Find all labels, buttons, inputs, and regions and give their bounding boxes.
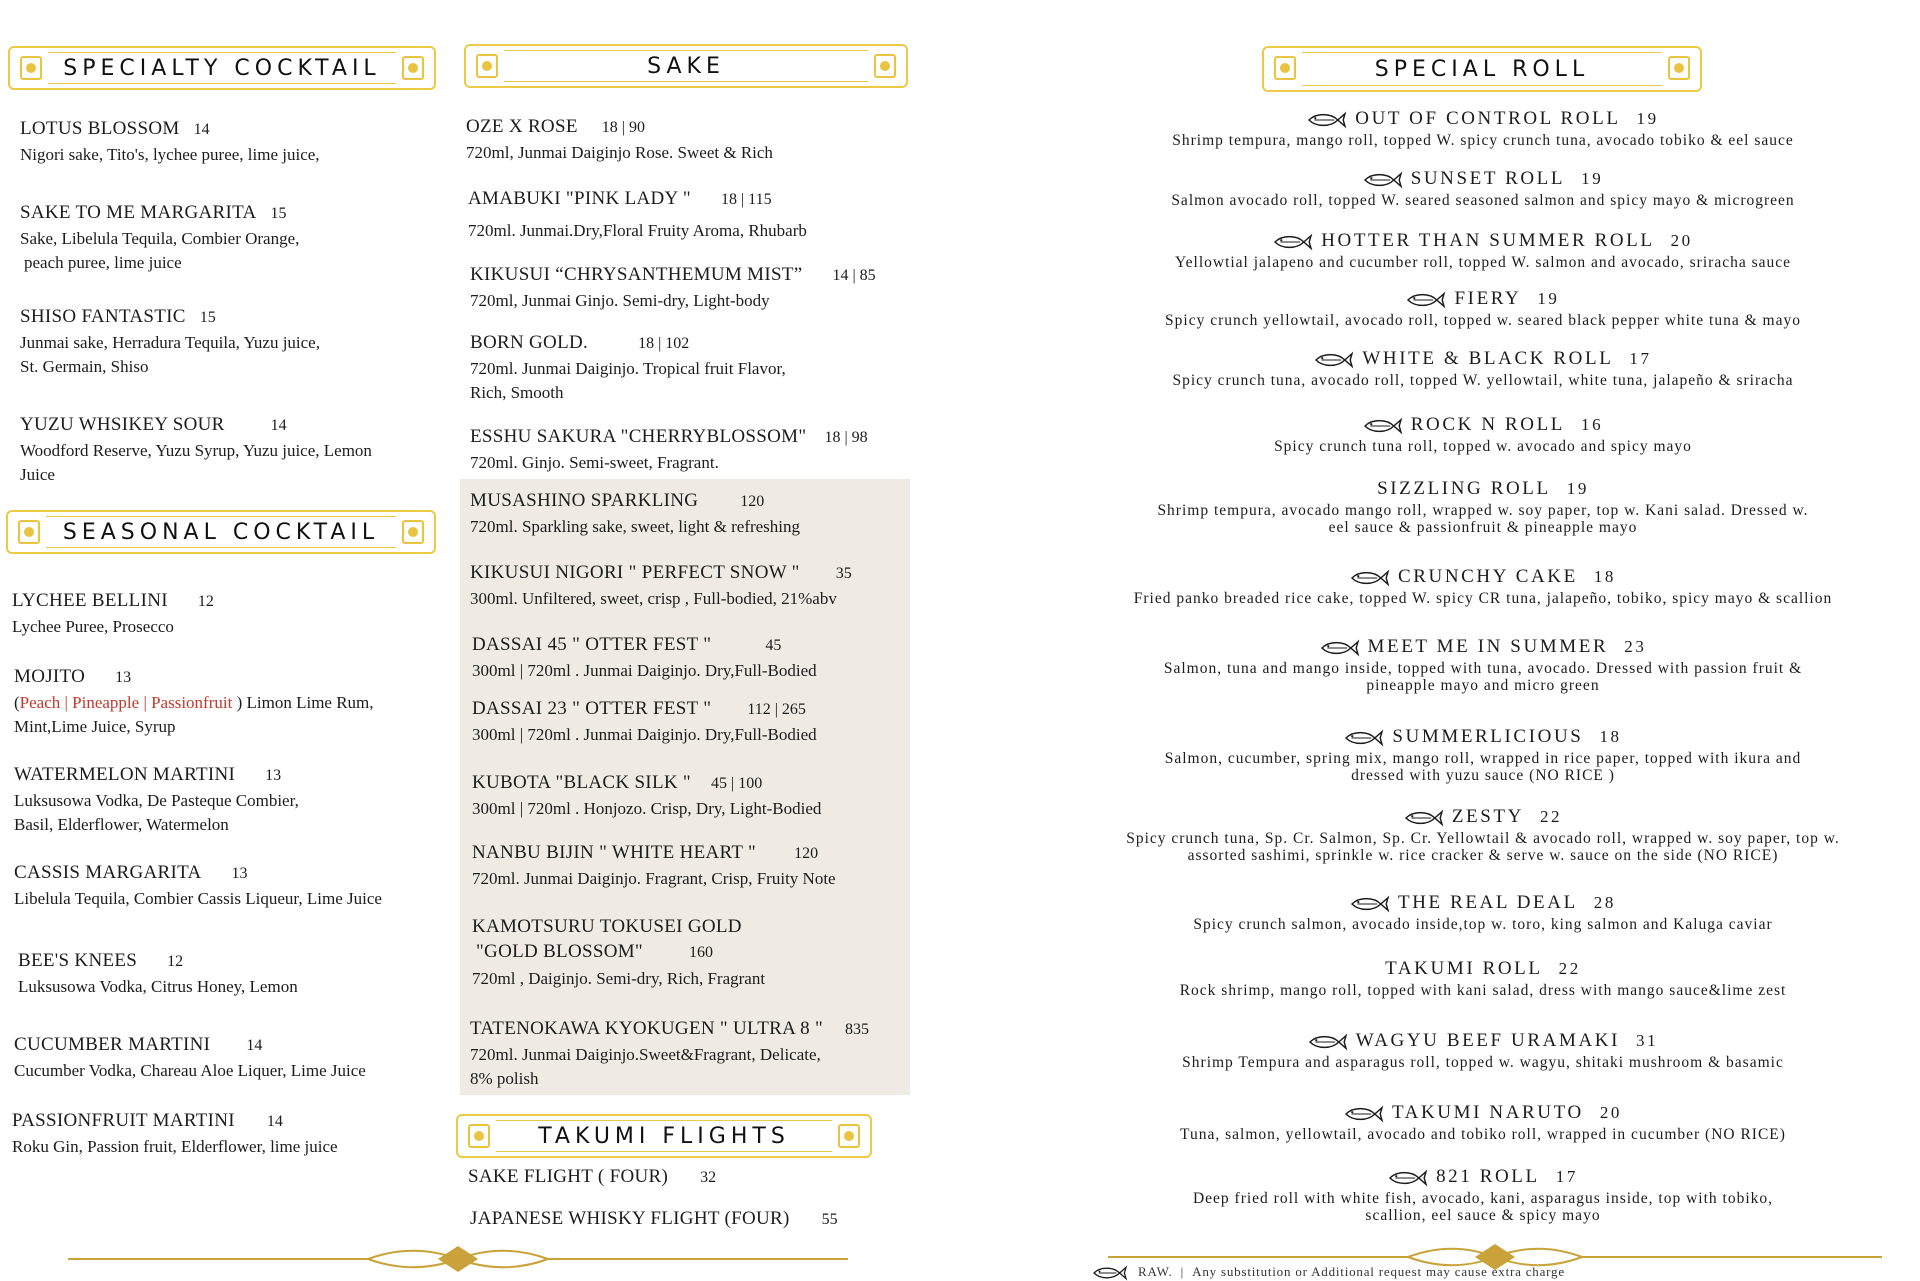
- roll-name-line: [1066, 478, 1900, 500]
- mojito-flavors: Peach | Pineapple | Passionfruit: [19, 692, 233, 712]
- sake-item: [468, 186, 807, 243]
- item-price: 32: [700, 1169, 717, 1186]
- fish-icon: [1350, 895, 1390, 913]
- roll-name-line: [1066, 288, 1900, 310]
- item-name: SAKE FLIGHT ( FOUR): [468, 1166, 669, 1187]
- item-desc: 720ml. Junmai Daiginjo. Tropical fruit Flavor,: [470, 358, 786, 378]
- roll-item: [1066, 414, 1900, 455]
- item-desc: 300ml | 720ml . Honjozo. Crisp, Dry, Light-Bodied: [472, 798, 822, 818]
- item-price: 13: [265, 767, 282, 784]
- item-desc: peach puree, lime juice: [24, 253, 182, 272]
- roll-price: 28: [1593, 893, 1616, 912]
- item-desc: [14, 691, 374, 716]
- menu-item: [20, 200, 299, 276]
- roll-desc: dressed with yuzu sauce (NO RICE ): [1351, 767, 1615, 784]
- roll-desc: Shrimp Tempura and asparagus roll, topped w. wagyu, shitaki mushroom & basamic: [1182, 1054, 1784, 1071]
- item-name: DASSAI 23 " OTTER FEST ": [472, 698, 712, 719]
- fish-icon: [1090, 1265, 1130, 1281]
- takumi-flights-header: [456, 1114, 872, 1158]
- item-price: 160: [688, 943, 713, 961]
- seasonal-cocktail-header: [6, 510, 436, 554]
- roll-item: [1066, 168, 1900, 209]
- roll-item: [1066, 478, 1900, 536]
- item-desc: Woodford Reserve, Yuzu Syrup, Yuzu juice, Lemon: [20, 440, 372, 460]
- item-price: 14: [246, 1037, 263, 1054]
- roll-name-line: [1066, 806, 1900, 828]
- fish-icon: [1363, 417, 1403, 435]
- roll-item: [1066, 806, 1900, 864]
- ornament-icon: [1274, 56, 1296, 80]
- roll-name-line: [1066, 726, 1900, 748]
- roll-name: TAKUMI ROLL: [1385, 958, 1543, 979]
- menu-item: [12, 1108, 338, 1159]
- roll-desc: Yellowtial jalapeno and cucumber roll, topped W. salmon and avocado, sriracha sauce: [1174, 254, 1792, 271]
- item-name: KIKUSUI NIGORI " PERFECT SNOW ": [470, 562, 800, 583]
- roll-name: SIZZLING ROLL: [1377, 478, 1551, 499]
- sake-item: [472, 770, 821, 821]
- roll-name: HOTTER THAN SUMMER ROLL: [1321, 230, 1655, 251]
- roll-desc: pineapple mayo and micro green: [1366, 677, 1600, 694]
- item-price: 18 | 102: [638, 335, 690, 352]
- roll-name: THE REAL DEAL: [1398, 892, 1578, 913]
- roll-item: [1066, 288, 1900, 329]
- fish-icon: [1314, 351, 1354, 369]
- item-price: 14: [270, 417, 287, 434]
- menu-item: [20, 412, 372, 488]
- item-price: 120: [794, 845, 819, 862]
- ornament-icon: [468, 1124, 490, 1148]
- item-price: 14: [266, 1113, 283, 1130]
- item-price: 120: [740, 493, 765, 510]
- flight-item: [470, 1206, 838, 1233]
- item-desc: 720ml, Junmai Ginjo. Semi-dry, Light-body: [470, 290, 770, 310]
- item-desc: St. Germain, Shiso: [20, 357, 149, 376]
- item-name: "GOLD BLOSSOM": [476, 940, 643, 962]
- item-price: 13: [231, 865, 248, 882]
- item-price: 14: [193, 121, 210, 138]
- menu-item: [12, 588, 214, 639]
- roll-name: SUMMERLICIOUS: [1392, 726, 1584, 747]
- item-desc: 720ml. Ginjo. Semi-sweet, Fragrant.: [470, 452, 719, 472]
- item-desc: 720ml. Sparkling sake, sweet, light & refreshing: [470, 516, 801, 536]
- roll-name: TAKUMI NARUTO: [1391, 1102, 1584, 1123]
- roll-price: 22: [1539, 807, 1563, 826]
- roll-price: 20: [1670, 231, 1693, 250]
- specialty-cocktail-header: [8, 46, 436, 90]
- roll-name-line: [1066, 958, 1900, 980]
- roll-item: [1066, 566, 1900, 607]
- item-name-line2: [472, 940, 765, 966]
- roll-item: [1066, 892, 1900, 933]
- item-price: 12: [167, 953, 184, 970]
- sake-item: [470, 330, 786, 406]
- roll-desc: Salmon, cucumber, spring mix, mango roll, wrapped in rice paper, topped with ikura and: [1164, 750, 1802, 767]
- item-desc: Rich, Smooth: [470, 383, 564, 402]
- section-title: SEASONAL COCKTAIL: [62, 519, 380, 545]
- item-desc: Junmai sake, Herradura Tequila, Yuzu juice,: [20, 332, 320, 352]
- fish-icon: [1320, 639, 1360, 657]
- separator: |: [1180, 1264, 1185, 1279]
- item-name: SAKE TO ME MARGARITA: [20, 202, 257, 223]
- ornament-icon: [18, 520, 40, 544]
- item-price: 45: [765, 637, 782, 654]
- roll-price: 18: [1593, 567, 1617, 586]
- ornament-icon: [1668, 56, 1690, 80]
- roll-desc: Deep fried roll with white fish, avocado, kani, asparagus inside, top with tobiko,: [1192, 1190, 1774, 1207]
- fish-icon: [1308, 1033, 1348, 1051]
- item-desc: Sake, Libelula Tequila, Combier Orange,: [20, 228, 300, 248]
- roll-price: 19: [1636, 109, 1659, 128]
- item-price: 13: [115, 669, 132, 686]
- item-desc: Mint,Lime Juice, Syrup: [14, 717, 176, 736]
- roll-desc: scallion, eel sauce & spicy mayo: [1365, 1207, 1601, 1224]
- item-name: BEE'S KNEES: [18, 950, 138, 971]
- section-title: SPECIALTY COCKTAIL: [63, 55, 381, 81]
- roll-item: [1066, 726, 1900, 784]
- item-price: 18 | 90: [601, 119, 645, 136]
- sake-header: [464, 44, 908, 88]
- item-name: BORN GOLD.: [470, 332, 589, 353]
- roll-item: [1066, 108, 1900, 149]
- roll-desc: Salmon avocado roll, topped W. seared seasoned salmon and spicy mayo & microgreen: [1171, 192, 1795, 209]
- fish-icon: [1307, 111, 1347, 129]
- ornament-icon: [874, 54, 896, 78]
- fish-icon: [1363, 171, 1403, 189]
- item-desc: Lychee Puree, Prosecco: [12, 616, 174, 636]
- ornament-icon: [476, 54, 498, 78]
- roll-item: [1066, 636, 1900, 694]
- ornament-icon: [402, 56, 424, 80]
- roll-desc: Shrimp tempura, mango roll, topped W. spicy crunch tuna, avocado tobiko & eel sauce: [1172, 132, 1794, 149]
- roll-price: 19: [1581, 169, 1604, 188]
- item-name: KAMOTSURU TOKUSEI GOLD: [472, 916, 742, 937]
- item-price: 12: [197, 593, 214, 610]
- item-desc: Basil, Elderflower, Watermelon: [14, 815, 229, 834]
- item-name: CASSIS MARGARITA: [14, 862, 202, 883]
- menu-item: [14, 664, 374, 740]
- sake-item: [472, 696, 817, 747]
- roll-item: [1066, 230, 1900, 271]
- fish-icon: [1344, 1105, 1384, 1123]
- roll-desc: assorted sashimi, sprinkle w. rice cracker & serve w. sauce on the side (NO RICE): [1187, 847, 1779, 864]
- roll-name-line: [1066, 348, 1900, 370]
- roll-item: [1066, 1030, 1900, 1071]
- item-name: LYCHEE BELLINI: [12, 590, 168, 611]
- roll-name-line: [1066, 230, 1900, 252]
- ornament-icon: [20, 56, 42, 80]
- flight-item: [468, 1164, 716, 1191]
- roll-desc: Spicy crunch tuna roll, topped w. avocado and spicy mayo: [1274, 438, 1692, 455]
- item-name: SHISO FANTASTIC: [20, 306, 186, 327]
- item-price: 835: [845, 1021, 870, 1038]
- fish-icon: [1406, 291, 1446, 309]
- item-name: KUBOTA "BLACK SILK ": [472, 772, 691, 793]
- item-price: 18 | 98: [824, 429, 868, 446]
- item-name: OZE X ROSE: [466, 116, 578, 137]
- roll-desc: Salmon, tuna and mango inside, topped with tuna, avocado. Dressed with passion fruit &: [1163, 660, 1803, 677]
- roll-desc: Spicy crunch yellowtail, avocado roll, topped w. seared black pepper white tuna & mayo: [1165, 312, 1801, 329]
- roll-name-line: [1066, 168, 1900, 190]
- item-desc: 720ml. Junmai.Dry,Floral Fruity Aroma, Rhubarb: [468, 220, 807, 240]
- item-desc: 720ml , Daiginjo. Semi-dry, Rich, Fragrant: [472, 969, 766, 988]
- item-desc: Roku Gin, Passion fruit, Elderflower, lime juice: [12, 1136, 338, 1156]
- item-desc: Nigori sake, Tito's, lychee puree, lime juice,: [20, 144, 320, 164]
- item-name: JAPANESE WHISKY FLIGHT (FOUR): [470, 1208, 790, 1229]
- item-name: AMABUKI "PINK LADY ": [468, 188, 691, 209]
- section-title: SAKE: [647, 53, 725, 79]
- gold-divider-ornament: [68, 1244, 848, 1274]
- roll-price: 18: [1599, 727, 1622, 746]
- roll-price: 19: [1537, 289, 1560, 308]
- sake-item: [472, 914, 765, 992]
- menu-item: [20, 304, 320, 380]
- item-desc: 300ml. Unfiltered, sweet, crisp , Full-bodied, 21%abv: [470, 588, 837, 608]
- item-price: 15: [270, 205, 287, 222]
- roll-item: [1066, 1102, 1900, 1143]
- roll-price: 17: [1629, 349, 1652, 368]
- sake-item: [470, 1016, 869, 1092]
- item-name: MUSASHINO SPARKLING: [470, 490, 699, 511]
- roll-desc: Spicy crunch tuna, avocado roll, topped W. yellowtail, white tuna, jalapeño & sriracha: [1172, 372, 1794, 389]
- item-desc: 300ml | 720ml . Junmai Daiginjo. Dry,Full-Bodied: [472, 660, 817, 680]
- roll-item: [1066, 348, 1900, 389]
- roll-name-line: [1066, 892, 1900, 914]
- roll-name: WAGYU BEEF URAMAKI: [1355, 1030, 1621, 1051]
- roll-item: [1066, 1166, 1900, 1224]
- item-price: 55: [821, 1211, 838, 1228]
- roll-name: OUT OF CONTROL ROLL: [1355, 108, 1621, 129]
- item-name: MOJITO: [14, 666, 86, 687]
- roll-name: WHITE & BLACK ROLL: [1362, 348, 1614, 369]
- item-name: CUCUMBER MARTINI: [14, 1034, 211, 1055]
- item-desc: Cucumber Vodka, Chareau Aloe Liquer, Lime Juice: [14, 1060, 366, 1080]
- fish-icon: [1388, 1169, 1428, 1187]
- roll-price: 20: [1599, 1103, 1623, 1122]
- item-desc: 720ml. Junmai Daiginjo.Sweet&Fragrant, Delicate,: [470, 1044, 821, 1064]
- roll-price: 19: [1566, 479, 1589, 498]
- mojito-rum: ) Limon Lime Rum,: [236, 692, 374, 712]
- roll-desc: Spicy crunch salmon, avocado inside,top w. toro, king salmon and Kaluga caviar: [1193, 916, 1773, 933]
- roll-price: 17: [1555, 1167, 1578, 1186]
- item-price: 45 | 100: [710, 775, 763, 792]
- item-price: 35: [835, 565, 852, 582]
- roll-desc: eel sauce & passionfruit & pineapple mayo: [1328, 519, 1638, 536]
- ornament-icon: [838, 1124, 860, 1148]
- section-title: SPECIAL ROLL: [1374, 56, 1590, 82]
- roll-name: ROCK N ROLL: [1410, 414, 1565, 435]
- item-desc: 8% polish: [470, 1069, 539, 1088]
- item-price: 14 | 85: [832, 267, 876, 284]
- sake-item: [466, 114, 773, 165]
- roll-name: ZESTY: [1451, 806, 1524, 827]
- roll-name: FIERY: [1454, 288, 1522, 309]
- sake-item: [472, 632, 817, 683]
- item-desc: Libelula Tequila, Combier Cassis Liqueur, Lime Juice: [14, 888, 382, 908]
- fish-icon: [1273, 233, 1313, 251]
- roll-name: CRUNCHY CAKE: [1397, 566, 1578, 587]
- paren-open: (: [14, 692, 20, 712]
- special-roll-header: [1262, 46, 1702, 92]
- roll-price: 22: [1558, 959, 1581, 978]
- roll-name: MEET ME IN SUMMER: [1367, 636, 1609, 657]
- raw-label: RAW.: [1138, 1264, 1173, 1279]
- item-desc: Luksusowa Vodka, Citrus Honey, Lemon: [18, 976, 298, 996]
- ornament-icon: [402, 520, 424, 544]
- item-name: ESSHU SAKURA "CHERRYBLOSSOM": [470, 426, 807, 447]
- section-title: TAKUMI FLIGHTS: [538, 1123, 790, 1149]
- roll-item: [1066, 958, 1900, 999]
- item-name: PASSIONFRUIT MARTINI: [12, 1110, 235, 1131]
- item-desc: 720ml. Junmai Daiginjo. Fragrant, Crisp, Fruity Note: [472, 868, 836, 888]
- fish-icon: [1344, 729, 1384, 747]
- roll-desc: Spicy crunch tuna, Sp. Cr. Salmon, Sp. Cr. Yellowtail & avocado roll, wrapped w. soy paper, top w.: [1126, 830, 1840, 847]
- item-name: KIKUSUI “CHRYSANTHEMUM MIST”: [470, 264, 803, 285]
- item-price: 18 | 115: [720, 191, 772, 208]
- roll-price: 23: [1624, 637, 1647, 656]
- fish-icon: [1350, 569, 1390, 587]
- fish-icon: [1404, 809, 1444, 827]
- item-name: WATERMELON MARTINI: [14, 764, 236, 785]
- menu-item: [20, 116, 320, 167]
- sake-item: [470, 488, 800, 539]
- item-price: 15: [199, 309, 216, 326]
- item-desc: 720ml, Junmai Daiginjo Rose. Sweet & Rich: [466, 142, 773, 162]
- menu-item: [18, 948, 298, 999]
- menu-item: [14, 762, 299, 838]
- roll-desc: Shrimp tempura, avocado mango roll, wrapped w. soy paper, top w. Kani salad. Dressed w.: [1157, 502, 1809, 519]
- item-name: LOTUS BLOSSOM: [20, 118, 180, 139]
- item-name: NANBU BIJIN " WHITE HEART ": [472, 842, 757, 863]
- sake-item: [470, 424, 868, 475]
- roll-name-line: [1066, 566, 1900, 588]
- sake-item: [472, 840, 836, 891]
- item-name: YUZU WHSIKEY SOUR: [20, 414, 225, 435]
- item-desc: 300ml | 720ml . Junmai Daiginjo. Dry,Full-Bodied: [472, 724, 817, 744]
- item-name: DASSAI 45 " OTTER FEST ": [472, 634, 712, 655]
- menu-item: [14, 1032, 366, 1083]
- item-desc: Juice: [20, 465, 55, 484]
- roll-name: 821 ROLL: [1436, 1166, 1540, 1187]
- menu-item: [14, 860, 382, 911]
- roll-desc: Tuna, salmon, yellowtail, avocado and tobiko roll, wrapped in cucumber (NO RICE): [1180, 1126, 1786, 1143]
- roll-name-line: [1066, 1030, 1900, 1052]
- item-price: 112 | 265: [747, 701, 806, 718]
- roll-name-line: [1066, 1102, 1900, 1124]
- roll-price: 31: [1636, 1031, 1659, 1050]
- roll-price: 16: [1581, 415, 1604, 434]
- roll-name: SUNSET ROLL: [1410, 168, 1566, 189]
- roll-desc: Rock shrimp, mango roll, topped with kani salad, dress with mango sauce&lime zest: [1179, 982, 1787, 999]
- item-name: TATENOKAWA KYOKUGEN " ULTRA 8 ": [470, 1018, 824, 1039]
- roll-name-line: [1066, 108, 1900, 130]
- roll-name-line: [1066, 636, 1900, 658]
- roll-name-line: [1066, 1166, 1900, 1188]
- sake-item: [470, 262, 876, 313]
- sake-item: [470, 560, 852, 611]
- footer-note: [1090, 1264, 1565, 1281]
- roll-desc: Fried panko breaded rice cake, topped W. spicy CR tuna, jalapeño, tobiko, spicy mayo & scallion: [1133, 590, 1833, 607]
- roll-name-line: [1066, 414, 1900, 436]
- substitution-note: Any substitution or Additional request may cause extra charge: [1192, 1264, 1565, 1279]
- item-desc: Luksusowa Vodka, De Pasteque Combier,: [14, 790, 299, 810]
